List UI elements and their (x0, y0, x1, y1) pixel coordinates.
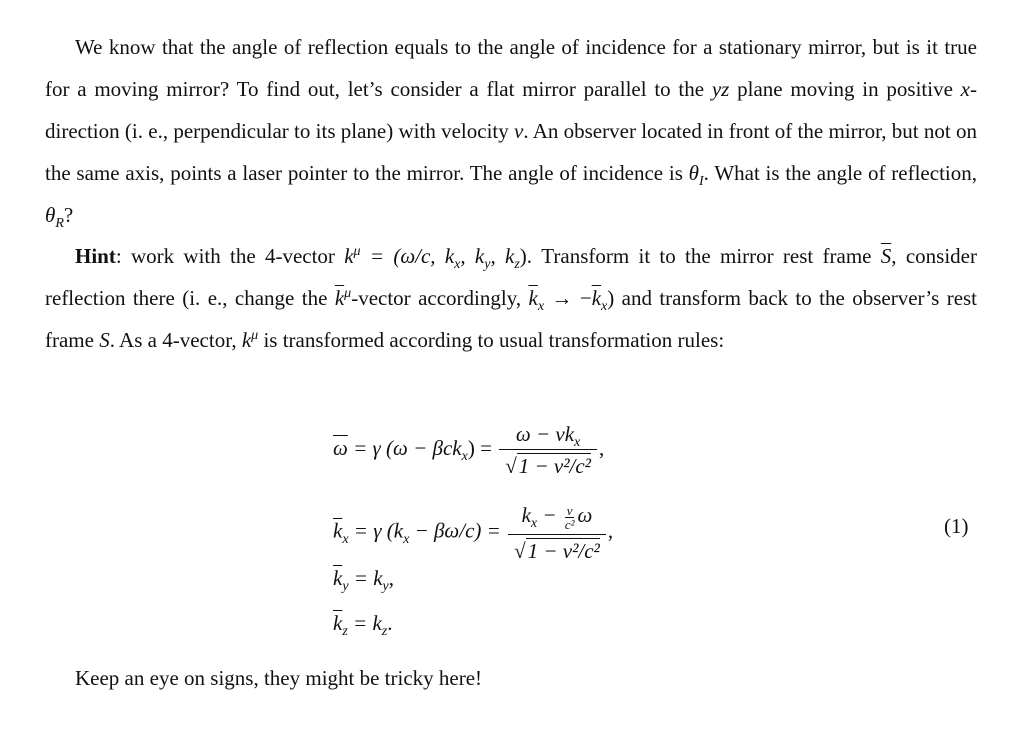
text-run: Transform it to the mirror rest frame (532, 244, 881, 268)
math-arrow: → − (544, 286, 592, 310)
equation-kx-bar (333, 503, 613, 563)
math-run: ω − vk (515, 422, 575, 446)
small-numerator: v (566, 502, 573, 518)
sqrt: √1 − v²/c² (505, 454, 591, 478)
math-sub: x (537, 299, 545, 315)
sqrt: √1 − v²/c² (514, 538, 600, 563)
math-sub: x (530, 516, 538, 532)
equation-omega-bar (333, 422, 604, 478)
fraction-denominator (508, 534, 606, 563)
math-s: S (99, 328, 110, 352)
paragraph-problem-statement (45, 26, 977, 236)
small-denominator: c² (564, 516, 575, 532)
math-run: , k (460, 244, 485, 268)
small-fraction (565, 504, 575, 531)
math-k: k (241, 328, 252, 352)
text-run: . An observer located in front of the mirror, but not on the same axis, points a laser pointer to the mirror. The angle of incidence is (45, 119, 978, 185)
fraction-numerator (516, 503, 599, 534)
text-run: . What is the angle of reflection, (703, 161, 977, 185)
math-sub: x (403, 531, 410, 547)
fraction-numerator (510, 422, 586, 449)
math-k-bar: $\overline{k}$ (591, 286, 602, 310)
paragraph-hint (45, 235, 977, 361)
math-k-bar: $\overline{k}$ (333, 611, 343, 635)
math-yz: yz (711, 77, 730, 101)
math-run: = k (348, 566, 383, 590)
fraction (499, 422, 597, 478)
math-run: ). (519, 244, 533, 268)
text-run: plane moving in positive (729, 77, 961, 101)
math-sub: x (574, 435, 581, 451)
math-sub: x (454, 257, 461, 273)
math-mu: μ (353, 244, 361, 259)
math-run: k (521, 503, 531, 527)
math-omega-bar: $\overline{\omega}$ (333, 435, 348, 460)
math-sub: y (342, 579, 349, 595)
math-s-bar: $\overline{S}$ (880, 244, 892, 268)
math-sub: x (601, 299, 608, 315)
math-sub: z (342, 624, 348, 640)
math-sub: y (382, 579, 389, 595)
paragraph-warning: Keep an eye on signs, they might be tricky here! (75, 666, 483, 690)
hint-label: Hint (75, 244, 116, 268)
math-run: = k (347, 611, 382, 635)
math-k: k (344, 244, 354, 268)
equation-ky-bar (333, 566, 395, 595)
math-mu: μ (251, 328, 259, 343)
sqrt-radicand: 1 − v²/c² (527, 538, 600, 563)
math-run: . (387, 611, 393, 635)
math-run: , (388, 566, 395, 590)
math-run: = γ (ω − βck (347, 435, 462, 460)
equation-number: (1) (944, 514, 969, 538)
text-run: is transformed according to usual transformation rules: (258, 328, 725, 352)
math-sub: x (342, 531, 349, 547)
math-k-bar: $\overline{k}$ (333, 566, 343, 590)
math-theta-i: θ (688, 161, 699, 185)
math-sub: z (514, 257, 520, 273)
text-run: We know that the angle of reflection equals to the angle of incidence for a stationary mirror, but is it true for a moving mirror? To find out, let’s consider a flat mirror parallel to the (45, 35, 977, 101)
text-run: , consider reflection there (i. e., change the (45, 244, 977, 310)
text-run: ) and transform back to the observer’s rest frame (45, 286, 978, 352)
math-run: , k (490, 244, 515, 268)
fraction-denominator (499, 449, 597, 478)
sqrt-radicand: 1 − v²/c² (518, 454, 591, 478)
math-k-bar: $\overline{k}$ (334, 286, 345, 310)
text-run: ? (63, 203, 74, 227)
math-theta-r: θ (45, 203, 56, 227)
math-v: v (514, 119, 524, 143)
math-run: = γ (k (348, 518, 404, 543)
math-run: ) = (467, 435, 492, 460)
math-sub-r: R (55, 216, 64, 232)
math-k-bar: $\overline{k}$ (528, 286, 538, 310)
text-run: : work with the 4-vector (115, 244, 345, 268)
math-mu: μ (344, 286, 352, 301)
text-run: -direction (i. e., perpendicular to its plane) with velocity (45, 77, 977, 143)
math-sub: z (381, 624, 388, 640)
math-sub: x (461, 449, 468, 464)
math-sub: y (484, 257, 491, 273)
math-run: ω (577, 503, 593, 527)
math-four-vector: = (ω/c, k (360, 244, 455, 268)
math-run: − βω/c) = (409, 518, 501, 543)
math-run: , (607, 518, 614, 543)
text-run: . As a 4-vector, (109, 328, 242, 352)
math-run: , (598, 435, 605, 460)
math-sub-i: I (699, 174, 704, 190)
math-k-bar: $\overline{k}$ (333, 518, 343, 543)
equation-kz-bar (333, 611, 393, 640)
text-run: -vector accordingly, (351, 286, 529, 310)
math-x: x (960, 77, 970, 101)
fraction (508, 503, 606, 563)
math-run: − (537, 503, 562, 527)
